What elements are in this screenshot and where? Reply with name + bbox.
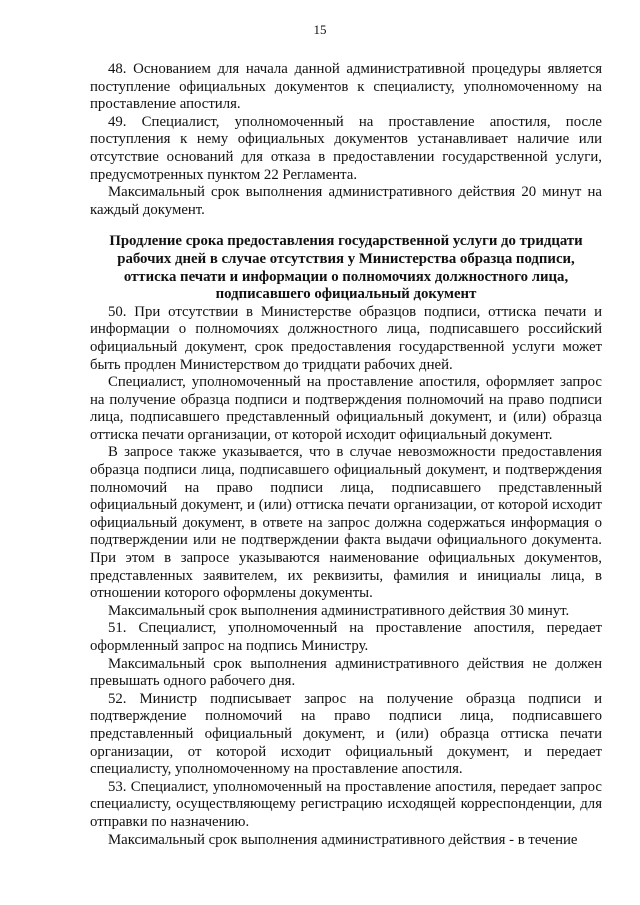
- paragraph-request-preparation: Специалист, уполномоченный на проставление апостиля, оформляет запрос на получение образца подписи и подтверждения полномочий на право подписи лица, подписавшего представленный официальный документ, и (или) образца оттиска печати организации, от которой исходит официальный документ.: [90, 374, 602, 443]
- paragraph-max-time-during: Максимальный срок выполнения административного действия - в течение: [108, 831, 578, 848]
- paragraph-50: 50. При отсутствии в Министерстве образцов подписи, оттиска печати и информации о полномочиях должностного лица, подписавшего российский официальный документ, срок предоставления государственной услуги может быть продлен Министерством до тридцати рабочих дней.: [90, 303, 602, 373]
- paragraph-52: 52. Министр подписывает запрос на получение образца подписи и подтверждение полномочий на право подписи лица, подписавшего представленный официальный документ, и (или) образца оттиска печати организации, от которой исходит официальный документ, и передает специалисту, уполномоченному на проставление апостиля.: [90, 690, 602, 778]
- paragraph-51: 51. Специалист, уполномоченный на проставление апостиля, передает оформленный запрос на подпись Министру.: [90, 620, 602, 654]
- paragraph-53: 53. Специалист, уполномоченный на проставление апостиля, передает запрос специалисту, осуществляющему регистрацию исходящей корреспонденции, для отправки по назначению.: [90, 778, 602, 830]
- paragraph-max-time-20: Максимальный срок выполнения административного действия 20 минут на каждый документ.: [90, 184, 602, 218]
- page-number: 15: [313, 22, 327, 37]
- paragraph-max-time-one-day: Максимальный срок выполнения административного действия не должен превышать одного рабочего дня.: [90, 655, 602, 690]
- paragraph-max-time-30: Максимальный срок выполнения административного действия 30 минут.: [108, 602, 570, 619]
- paragraph-49: 49. Специалист, уполномоченный на проставление апостиля, после поступления к нему официальных документов устанавливает наличие или отсутствие оснований для отказа в предоставлении государственной услуги, предусмотренных пунктом 22 Регламента.: [90, 113, 602, 183]
- page-body: [90, 61, 602, 849]
- section-heading: Продление срока предоставления государственной услуги до тридцати рабочих дней в случае отсутствия у Министерства образца подписи, оттиска печати и информации о полномочиях должностного лица, подписавшего официальный документ: [109, 233, 583, 303]
- paragraph-48: 48. Основанием для начала данной административной процедуры является поступление официальных документов к специалисту, уполномоченному на проставление апостиля.: [90, 61, 602, 113]
- paragraph-request-content: В запросе также указывается, что в случае невозможности предоставления образца подписи лица, подписавшего официальный документ, и подтверждения полномочий на право подписи лица, подписавшего представленный официальный документ, и (или) оттиска печати организации, от которой исходит официальный документ, в ответе на запрос должна содержаться информация о подтверждении или не подтверждении факта выдачи официального документа. При этом в запросе указываются наименование официальных документов, представленных заявителем, их реквизиты, фамилия и инициалы лица, в отношении которого оформлены документы.: [90, 444, 602, 602]
